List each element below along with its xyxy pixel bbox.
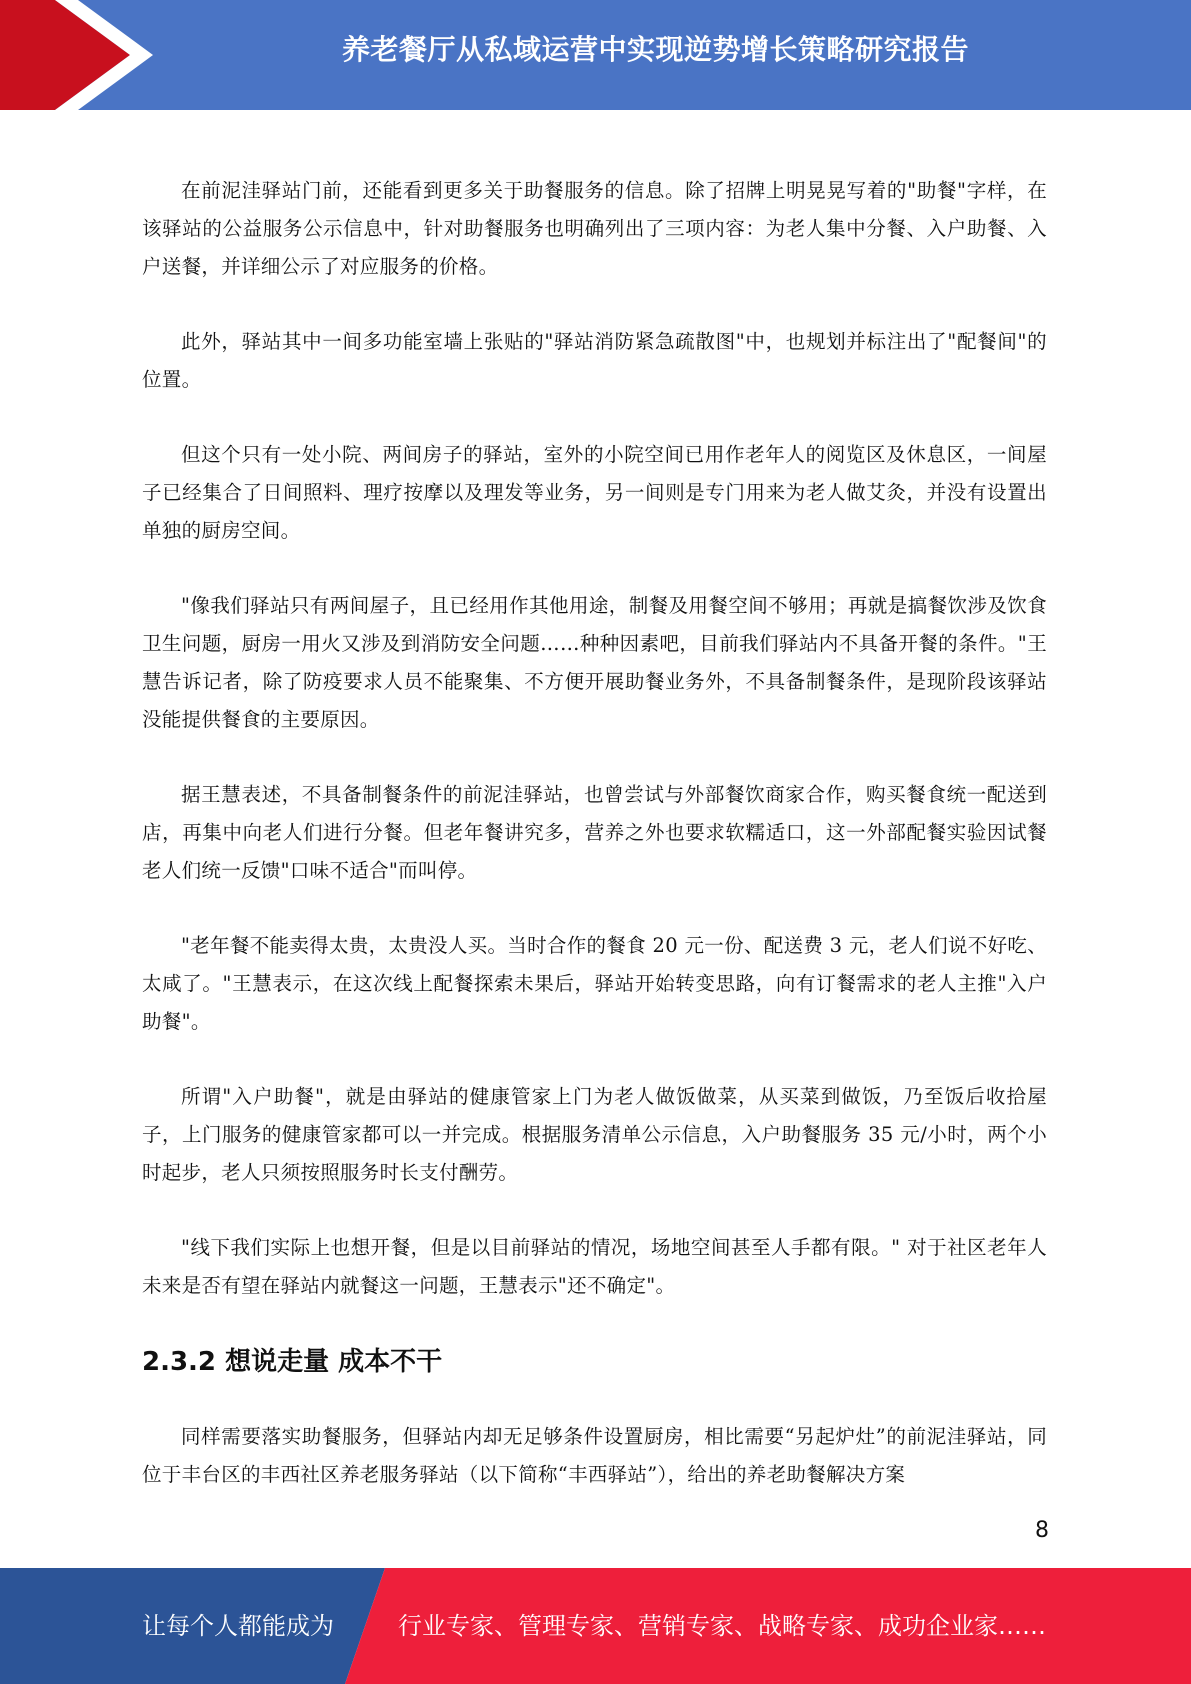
page-header — [0, 0, 1191, 110]
paragraph: 但这个只有一处小院、两间房子的驿站，室外的小院空间已用作老年人的阅览区及休息区，一间屋子已经集合了日间照料、理疗按摩以及理发等业务，另一间则是专门用来为老人做艾灸，并没有设置出单独的厨房空间。 — [142, 443, 1047, 542]
paragraph: 所谓"入户助餐"，就是由驿站的健康管家上门为老人做饭做菜，从买菜到做饭，乃至饭后收拾屋子，上门服务的健康管家都可以一并完成。根据服务清单公示信息，入户助餐服务 35 元/小时，两个小时起步，老人只须按照服务时长支付酬劳。 — [142, 1085, 1047, 1184]
section-heading: 2.3.2 想说走量 成本不干 — [142, 1347, 443, 1377]
document-body — [142, 172, 1047, 1531]
footer-slogan-right: 行业专家、管理专家、营销专家、战略专家、成功企业家…… — [398, 1612, 1046, 1640]
paragraph: "线下我们实际上也想开餐，但是以目前驿站的情况，场地空间甚至人手都有限。" 对于社区老年人未来是否有望在驿站内就餐这一问题，王慧表示"还不确定"。 — [142, 1236, 1047, 1297]
report-title: 养老餐厅从私域运营中实现逆势增长策略研究报告 — [341, 33, 969, 66]
footer-slogan-left: 让每个人都能成为 — [142, 1612, 334, 1640]
paragraph: "老年餐不能卖得太贵，太贵没人买。当时合作的餐食 20 元一份、配送费 3 元，老人们说不好吃、太咸了。"王慧表示，在这次线上配餐探索未果后，驿站开始转变思路，向有订餐需求的老人主推"入户助餐"。 — [142, 934, 1047, 1033]
page-footer — [0, 1568, 1191, 1684]
paragraph: "像我们驿站只有两间屋子，且已经用作其他用途，制餐及用餐空间不够用；再就是搞餐饮涉及饮食卫生问题，厨房一用火又涉及到消防安全问题……种种因素吧，目前我们驿站内不具备开餐的条件。"王慧告诉记者，除了防疫要求人员不能聚集、不方便开展助餐业务外，不具备制餐条件，是现阶段该驿站没能提供餐食的主要原因。 — [142, 594, 1047, 731]
paragraph: 同样需要落实助餐服务，但驿站内却无足够条件设置厨房，相比需要“另起炉灶”的前泥洼驿站，同位于丰台区的丰西社区养老服务驿站（以下简称“丰西驿站”），给出的养老助餐解决方案 — [142, 1425, 1047, 1486]
page-number: 8 — [1035, 1518, 1049, 1543]
paragraph: 此外，驿站其中一间多功能室墙上张贴的"驿站消防紧急疏散图"中，也规划并标注出了"配餐间"的位置。 — [142, 330, 1047, 391]
paragraph: 据王慧表述，不具备制餐条件的前泥洼驿站，也曾尝试与外部餐饮商家合作，购买餐食统一配送到店，再集中向老人们进行分餐。但老年餐讲究多，营养之外也要求软糯适口，这一外部配餐实验因试餐老人们统一反馈"口味不适合"而叫停。 — [142, 783, 1047, 882]
paragraph: 在前泥洼驿站门前，还能看到更多关于助餐服务的信息。除了招牌上明晃晃写着的"助餐"字样，在该驿站的公益服务公示信息中，针对助餐服务也明确列出了三项内容：为老人集中分餐、入户助餐、入户送餐，并详细公示了对应服务的价格。 — [142, 179, 1047, 278]
header-red-chevron — [0, 0, 130, 110]
